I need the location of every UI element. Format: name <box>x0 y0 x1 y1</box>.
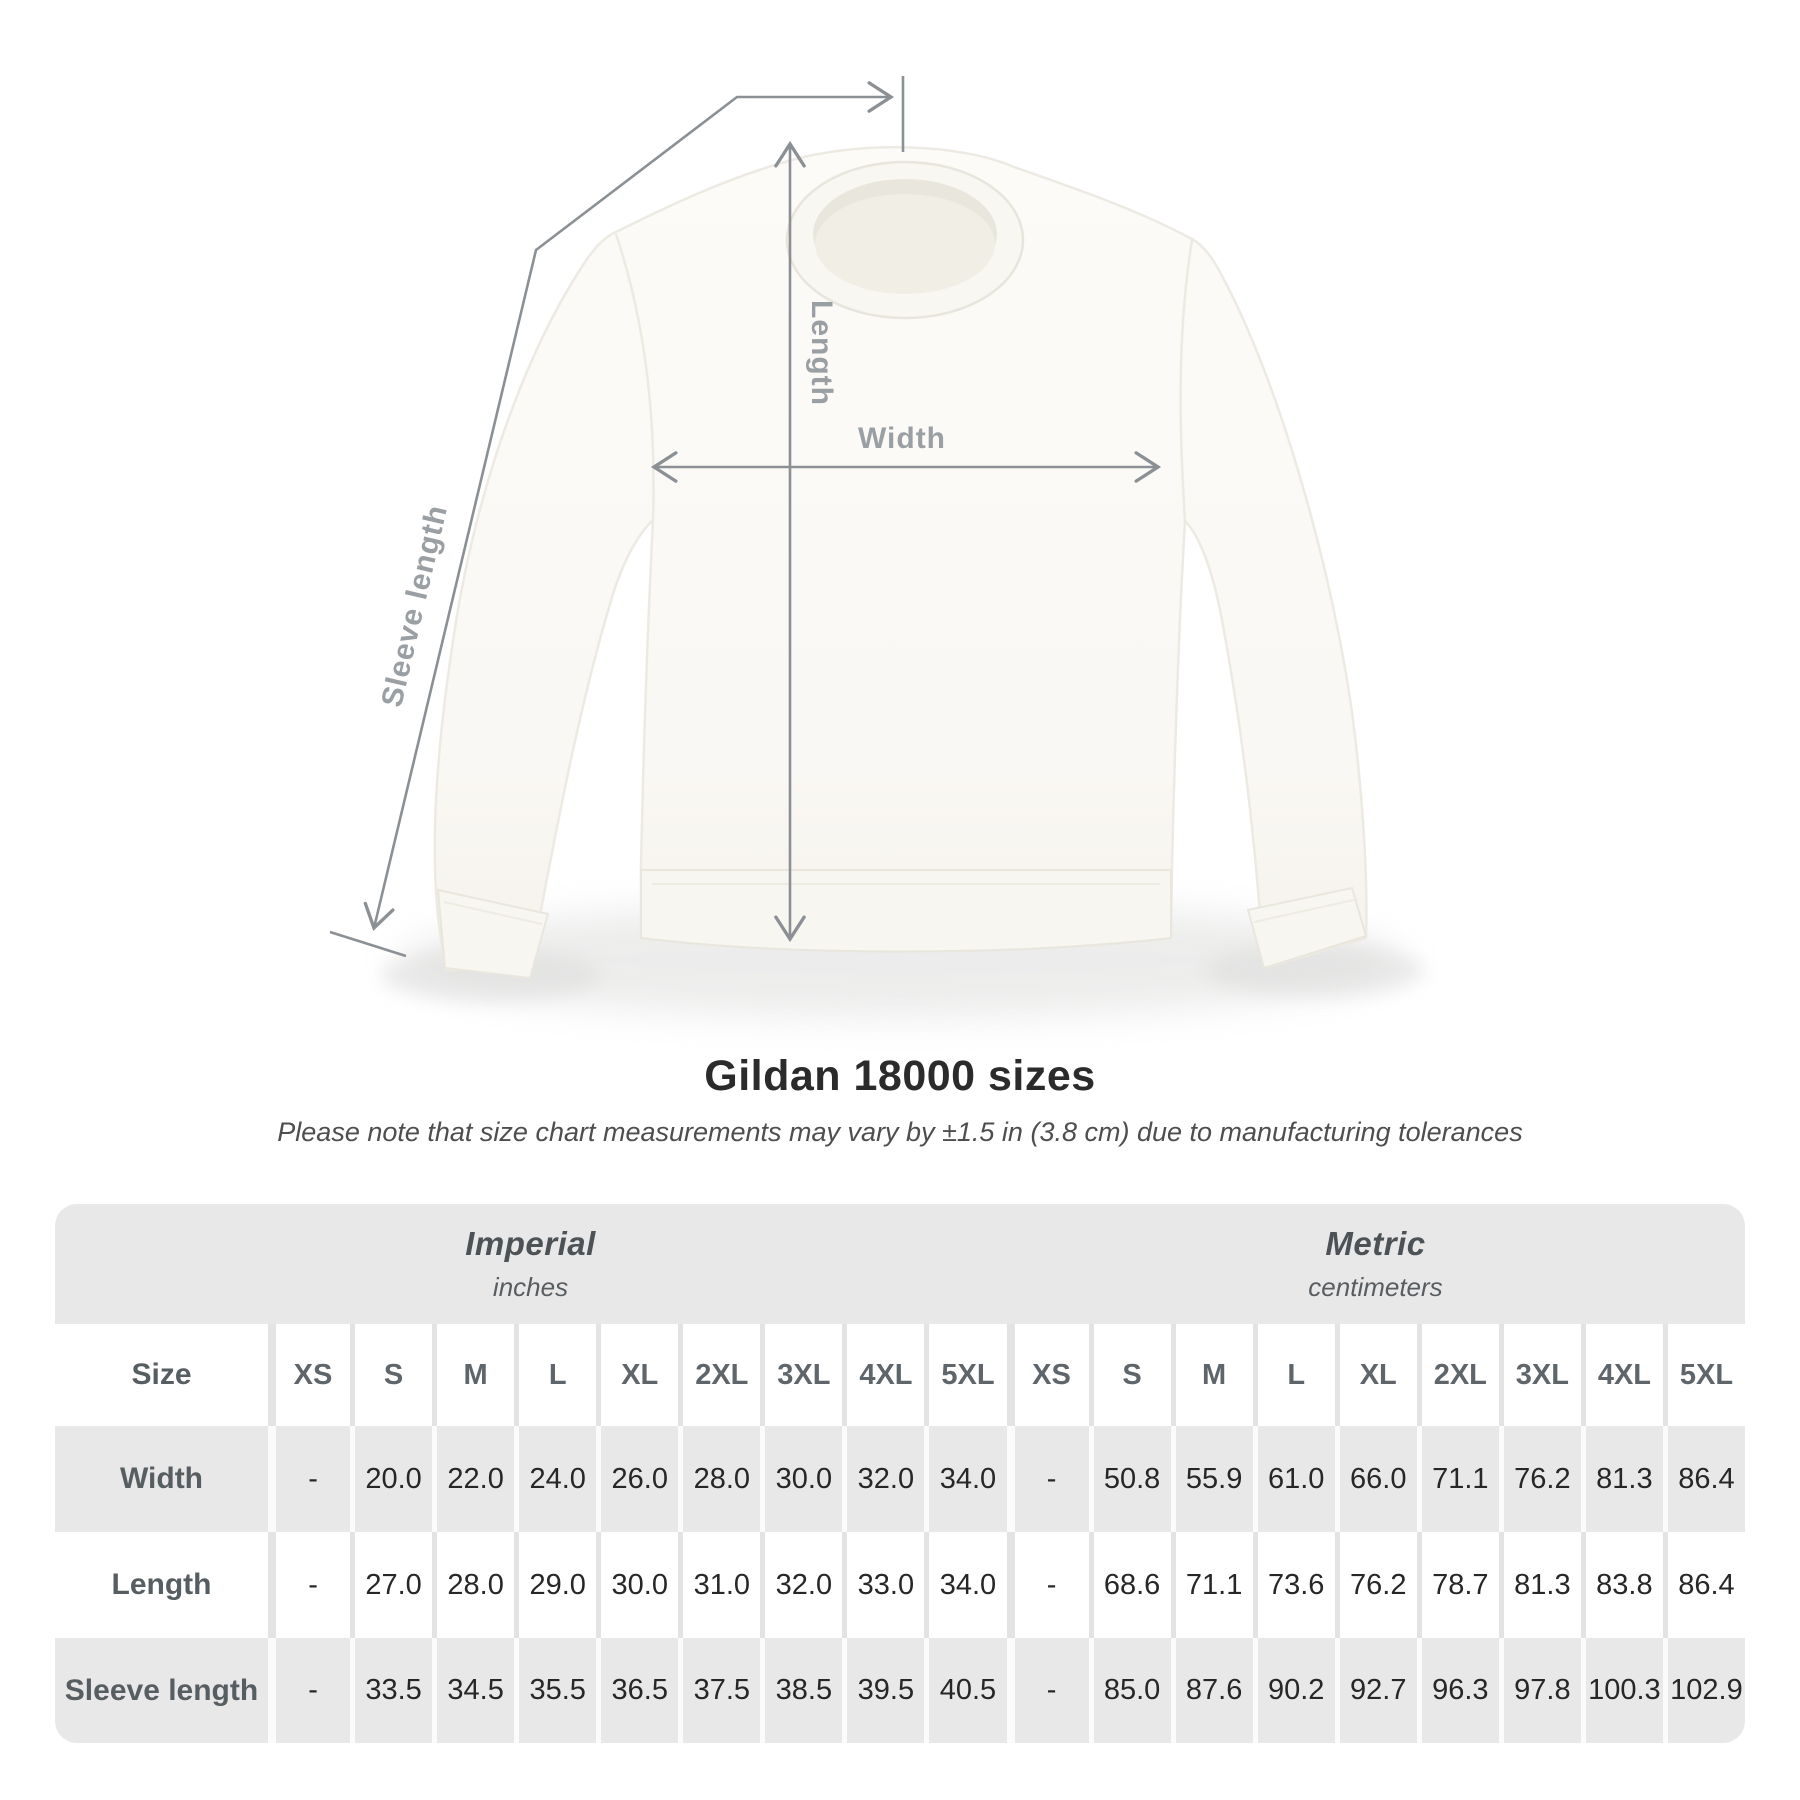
table-cell: 90.2 <box>1253 1638 1335 1743</box>
size-chart-table <box>55 1204 1745 1743</box>
table-cell: 29.0 <box>514 1532 596 1638</box>
table-cell: 55.9 <box>1171 1426 1253 1532</box>
table-cell: 76.2 <box>1335 1532 1417 1638</box>
table-cell: - <box>1007 1638 1089 1743</box>
table-cell: 68.6 <box>1089 1532 1171 1638</box>
width-label: Width <box>857 422 947 455</box>
size-col-header: L <box>1253 1324 1335 1426</box>
size-col-header: M <box>1171 1324 1253 1426</box>
tolerance-note: Please note that size chart measurements may vary by ±1.5 in (3.8 cm) due to manufacturing tolerances <box>277 1117 1523 1147</box>
table-cell: 22.0 <box>432 1426 514 1532</box>
table-cell: 87.6 <box>1171 1638 1253 1743</box>
heading-block <box>0 1052 1800 1148</box>
unit-header-band <box>55 1204 1745 1324</box>
size-col-header: 5XL <box>924 1324 1006 1426</box>
table-cell: 28.0 <box>678 1426 760 1532</box>
table-cell: 35.5 <box>514 1638 596 1743</box>
size-col-header: XS <box>268 1324 350 1426</box>
imperial-label: Imperial <box>465 1225 596 1262</box>
table-cell: - <box>1007 1532 1089 1638</box>
table-cell: 24.0 <box>514 1426 596 1532</box>
size-col-header: 2XL <box>1417 1324 1499 1426</box>
sweatshirt <box>435 147 1367 978</box>
table-cell: - <box>268 1426 350 1532</box>
size-col-header: 3XL <box>1499 1324 1581 1426</box>
table-cell: 20.0 <box>350 1426 432 1532</box>
size-col-header: 2XL <box>678 1324 760 1426</box>
table-cell: 61.0 <box>1253 1426 1335 1532</box>
imperial-group-header <box>55 1204 1006 1324</box>
size-col-header: M <box>432 1324 514 1426</box>
size-col-header: 4XL <box>842 1324 924 1426</box>
table-cell: 66.0 <box>1335 1426 1417 1532</box>
metric-label: Metric <box>1325 1225 1426 1262</box>
table-cell: 73.6 <box>1253 1532 1335 1638</box>
row-label: Length <box>111 1568 212 1601</box>
table-cell: 33.0 <box>842 1532 924 1638</box>
cuff-tick <box>330 932 406 956</box>
table-cell: 81.3 <box>1581 1426 1663 1532</box>
row-label: Width <box>119 1462 204 1495</box>
metric-group-header <box>1006 1204 1745 1324</box>
table-cell: 34.0 <box>924 1532 1006 1638</box>
table-cell: 37.5 <box>678 1638 760 1743</box>
table-cell: 71.1 <box>1417 1426 1499 1532</box>
table-cell: 100.3 <box>1581 1638 1663 1743</box>
table-cell: 81.3 <box>1499 1532 1581 1638</box>
table-cell: 32.0 <box>842 1426 924 1532</box>
table-row-sleeve-length <box>55 1638 1745 1743</box>
table-row-length <box>55 1532 1745 1638</box>
table-cell: 83.8 <box>1581 1532 1663 1638</box>
size-col-header: S <box>1089 1324 1171 1426</box>
table-cell: 39.5 <box>842 1638 924 1743</box>
size-col-header: 5XL <box>1663 1324 1745 1426</box>
table-cell: 33.5 <box>350 1638 432 1743</box>
table-cell: 78.7 <box>1417 1532 1499 1638</box>
table-cell: 71.1 <box>1171 1532 1253 1638</box>
page-title: Gildan 18000 sizes <box>704 1052 1096 1100</box>
table-cell: 26.0 <box>596 1426 678 1532</box>
table-cell: - <box>268 1638 350 1743</box>
size-header: Size <box>131 1358 192 1391</box>
table-cell: 31.0 <box>678 1532 760 1638</box>
table-cell: 32.0 <box>760 1532 842 1638</box>
table-cell: 86.4 <box>1663 1426 1745 1532</box>
table-cell: 50.8 <box>1089 1426 1171 1532</box>
table-cell: 30.0 <box>760 1426 842 1532</box>
table-cell: 97.8 <box>1499 1638 1581 1743</box>
table-cell: - <box>1007 1426 1089 1532</box>
table-cell: 27.0 <box>350 1532 432 1638</box>
size-col-header: S <box>350 1324 432 1426</box>
imperial-unit: inches <box>492 1272 569 1302</box>
table-cell: 40.5 <box>924 1638 1006 1743</box>
size-col-header: 4XL <box>1581 1324 1663 1426</box>
size-col-header: 3XL <box>760 1324 842 1426</box>
table-cell: 76.2 <box>1499 1426 1581 1532</box>
table-cell: - <box>268 1532 350 1638</box>
table-cell: 34.5 <box>432 1638 514 1743</box>
length-label: Length <box>805 300 838 406</box>
table-cell: 34.0 <box>924 1426 1006 1532</box>
table-cell: 102.9 <box>1663 1638 1745 1743</box>
row-label: Sleeve length <box>64 1673 259 1707</box>
table-cell: 38.5 <box>760 1638 842 1743</box>
table-cell: 28.0 <box>432 1532 514 1638</box>
table-cell: 85.0 <box>1089 1638 1171 1743</box>
size-col-header: XS <box>1007 1324 1089 1426</box>
sleeve-length-label: Sleeve length <box>375 501 455 711</box>
table-cell: 86.4 <box>1663 1532 1745 1638</box>
table-cell: 30.0 <box>596 1532 678 1638</box>
size-col-header: L <box>514 1324 596 1426</box>
size-col-header: XL <box>596 1324 678 1426</box>
table-cell: 96.3 <box>1417 1638 1499 1743</box>
metric-unit: centimeters <box>1308 1272 1443 1302</box>
table-cell: 92.7 <box>1335 1638 1417 1743</box>
table-row-width <box>55 1426 1745 1532</box>
size-header-row <box>55 1324 1745 1426</box>
table-cell: 36.5 <box>596 1638 678 1743</box>
size-col-header: XL <box>1335 1324 1417 1426</box>
